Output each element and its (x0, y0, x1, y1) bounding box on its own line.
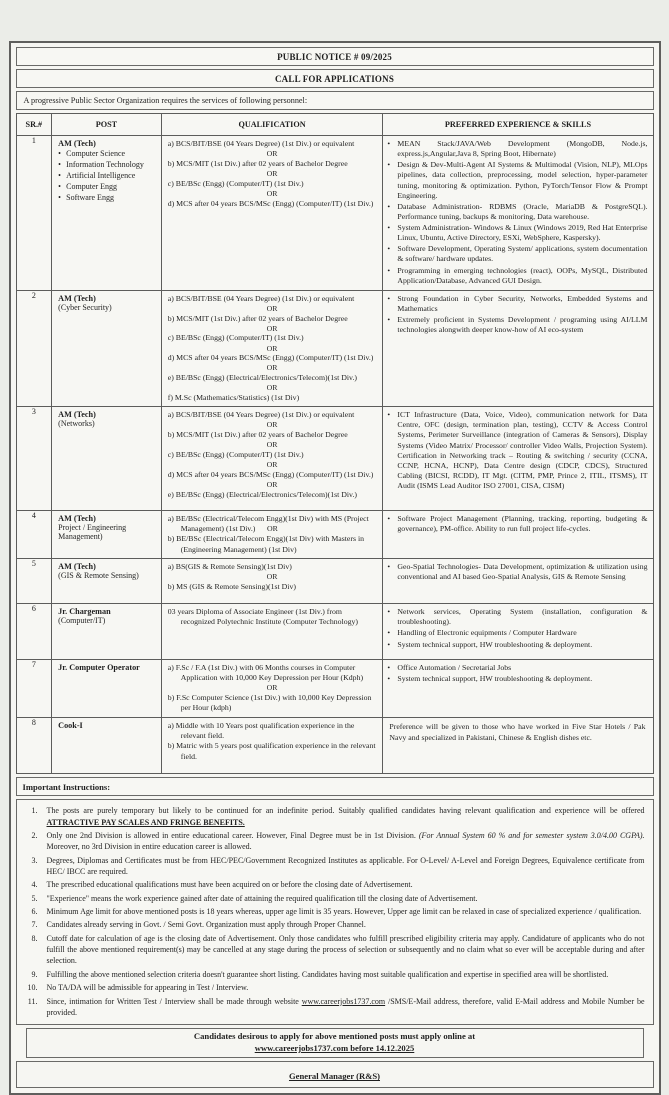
skill-bullet-item (387, 139, 647, 159)
instruction-number: 1. (31, 806, 38, 816)
text-segment: Only one 2nd Division is allowed in entire educational career. However, Final Degree must be in 1st Division. (46, 830, 419, 840)
notice-document (9, 41, 661, 1095)
skill-bullet-text: Design & Dev-Multi-Agent AI Systems & Multimodal (Vision, NLP), MLOps pipelines, data collection, preprocessing, model selection, hyper-parameter tuning, monitoring & optimization. Python, PyTorch/Tensor Flow & Prompt Engineering. (397, 160, 648, 200)
or-separator: OR (266, 683, 278, 693)
post-bullet-text: Computer Science (66, 149, 126, 158)
qualification-line: c) BE/BSc (Engg) (Computer/IT) (1st Div.) (167, 449, 304, 459)
instruction-item (21, 879, 645, 890)
bullet-icon: • (387, 628, 391, 638)
instruction-number: 2. (31, 830, 38, 840)
skill-bullet-text: MEAN Stack/JAVA/Web Development (MongoDB, Node.js, express.js,Angular,Java 8, Spring Boot, Hibernate) (397, 139, 648, 159)
table-row (16, 604, 653, 660)
or-separator: OR (266, 479, 278, 489)
qualification-line: a) F.Sc / F.A (1st Div.) with 06 Months courses in Computer Application with 10,000 Key Depression per Hour (Kdph) (167, 663, 364, 683)
instruction-text (47, 969, 645, 980)
instruction-number: 4. (31, 880, 38, 890)
skill-bullet-text: Software Project Management (Planning, tracking, reporting, budgeting & governance), PM-office. Ability to run full project life-cycles. (397, 514, 648, 534)
inline-url: www.careerjobs1737.com (301, 996, 386, 1006)
signature-text: General Manager (R&S) (288, 1071, 380, 1082)
table-row (16, 511, 653, 559)
instruction-text (47, 855, 645, 878)
skill-bullet-item (387, 640, 647, 650)
text-segment: Since, intimation for Written Test / Interview shall be made through website (46, 996, 302, 1006)
bullet-icon: • (387, 265, 391, 275)
apply-url-line: www.careerjobs1737.com before 14.12.2025 (254, 1042, 415, 1053)
post-bullet-item (58, 171, 158, 181)
skills-cell (383, 290, 653, 406)
bullet-icon: • (387, 674, 391, 684)
qualification-line: d) MCS after 04 years BCS/MSc (Engg) (Computer/IT) (1st Div.) (167, 469, 374, 479)
skill-bullet-text: ICT Infrastructure (Data, Voice, Video), communication network for Data Centre, OFC (design, termination plan, testing), CCTV & Access Control Systems, Perimeter Surveillance (integration of Cameras & Sensors), Display Systems (Video Matrix/ Processor/ controller Video Walls, Projection System). Certification in Networking track – Routing & switching / security (CCNA, CCNP, HCNA, HCNP), Data Centre design (CDCP, CDCS), Structured Cabling (BICSI, RCDD), IT Mgt. (CITM, PMP, Prince 2, ITIL, ITSMS), IT Audit (ISMS Lead Auditor ISO 27001, CISA, CISM) (397, 410, 648, 491)
post-subtitle: (GIS & Remote Sensing) (58, 571, 139, 581)
or-separator: OR (266, 460, 278, 470)
or-separator: OR (266, 420, 278, 430)
text-segment: Minimum Age limit for above mentioned posts is 18 years whereas, upper age limit is 35 years. However, Upper age limit can be relaxed in case of specialized experience / qualification. (46, 907, 642, 917)
column-header: PREFERRED EXPERIENCE & SKILLS (383, 114, 653, 136)
jobs-table-header-row (16, 114, 653, 136)
post-cell (52, 511, 162, 559)
bullet-icon: • (387, 315, 391, 324)
jobs-table-head (16, 114, 653, 136)
skill-bullet-item (387, 244, 647, 264)
instruction-item (21, 805, 645, 828)
post-cell (52, 718, 162, 774)
post-cell (52, 660, 162, 718)
skill-bullet-text: Network services, Operating System (installation, configuration & troubleshooting). (397, 607, 648, 627)
post-cell (52, 136, 162, 291)
qualification-cell (161, 559, 383, 604)
skill-bullet-text: System Administration- Windows & Linux (Windows 2019, Red Hat Enterprise Linux, Ubuntu, Active Directory, ESXi, WebSphere, Kaspersky). (397, 223, 648, 243)
jobs-table-body (16, 136, 653, 774)
skill-bullet-item (387, 160, 647, 201)
post-title: Cook-I (58, 721, 83, 731)
post-bullet-item (58, 160, 158, 170)
qualification-line: a) BS(GIS & Remote Sensing)(1st Div) (167, 562, 292, 572)
qualification-line: 03 years Diploma of Associate Engineer (1st Div.) from recognized Polytechnic Institute (Computer Technology) (167, 607, 359, 627)
qualification-cell (161, 290, 383, 406)
table-row (16, 718, 653, 774)
bullet-icon: • (387, 514, 391, 524)
skills-cell (383, 511, 653, 559)
post-title: AM (Tech) (58, 139, 96, 148)
post-subtitle: (Networks) (58, 419, 95, 429)
post-title: AM (Tech) (58, 410, 96, 420)
post-subtitle: (Computer/IT) (58, 616, 106, 626)
instruction-item (21, 906, 645, 917)
skill-bullet-text: System technical support, HW troubleshooting & deployment. (397, 639, 593, 649)
jobs-table (16, 113, 654, 774)
skill-bullet-item (387, 663, 647, 673)
or-separator: OR (266, 363, 278, 373)
qualification-cell (161, 511, 383, 559)
post-bullet-item (58, 193, 158, 203)
qualification-line: a) BCS/BIT/BSE (04 Years Degree) (1st Div.) or equivalent (167, 410, 355, 420)
qualification-line: b) BE/BSc (Electrical/Telecom Engg)(1st Div) with Masters in (Engineering Management) (1st Div) (167, 534, 365, 554)
instruction-number: 5. (31, 893, 38, 903)
instruction-item (21, 855, 645, 878)
instruction-item (21, 893, 645, 904)
post-bullet-text: Information Technology (66, 160, 144, 169)
sr-number: 5 (16, 559, 52, 604)
qualification-line: b) MS (GIS & Remote Sensing)(1st Div) (167, 582, 296, 592)
instruction-text (47, 906, 645, 917)
bullet-icon: • (387, 139, 391, 148)
post-title: AM (Tech) (58, 514, 96, 524)
instruction-number: 6. (31, 907, 38, 917)
instruction-number: 11. (27, 996, 38, 1006)
or-separator: OR (266, 188, 278, 198)
post-title: Jr. Computer Operator (58, 663, 140, 673)
skill-bullet-item (387, 294, 647, 314)
text-segment: Fulfilling the above mentioned selection criteria doesn't guarantee short listing. Candidates having most suitable qualification and expertise in specified area will be shortlisted. (46, 969, 609, 979)
sr-number: 1 (16, 136, 52, 291)
skill-bullet-item (387, 628, 647, 638)
or-separator: OR (266, 572, 278, 582)
text-segment: "Experience" means the work experience gained after date of attaining the required qualification till the closing date of Advertisement. (46, 893, 478, 903)
table-row (16, 136, 653, 291)
qualification-line: a) BE/BSc (Electrical/Telecom Engg)(1st Div) with MS (Project Management) (1st Div.) OR (167, 514, 369, 534)
sr-number: 6 (16, 604, 52, 660)
qualification-line: b) MCS/MIT (1st Div.) after 02 years of Bachelor Degree (167, 313, 348, 323)
skill-bullet-text: Geo-Spatial Technologies- Data Development, optimization & utilization using conventional and AI based Geo-Spatial Analysis, GIS & Remote Sensing (397, 562, 648, 582)
column-header: POST (52, 114, 162, 136)
bullet-icon: • (58, 193, 61, 202)
table-row (16, 290, 653, 406)
skill-bullet-item (387, 223, 647, 243)
qualification-cell (161, 660, 383, 718)
post-subtitle: (Cyber Security) (58, 302, 112, 312)
or-separator: OR (266, 303, 278, 313)
qualification-cell (161, 718, 383, 774)
instructions-title: Important Instructions: (16, 777, 654, 796)
public-notice-title: PUBLIC NOTICE # 09/2025 (16, 47, 654, 66)
skill-bullet-item (387, 202, 647, 222)
skills-cell (383, 136, 653, 291)
text-segment: /SMS/E-Mail address, therefore, valid E-Mail address and Mobile Number be provided. (46, 996, 645, 1017)
skill-bullet-item (387, 674, 647, 684)
bullet-icon: • (387, 293, 391, 303)
bullet-icon: • (387, 663, 391, 673)
qualification-line: a) BCS/BIT/BSE (04 Years Degree) (1st Div.) or equivalent (167, 293, 355, 303)
skill-bullet-text: System technical support, HW troubleshooting & deployment. (397, 674, 593, 684)
table-row (16, 660, 653, 718)
or-separator: OR (266, 440, 278, 450)
or-separator: OR (266, 323, 278, 333)
post-bullet-text: Computer Engg (66, 182, 118, 191)
bullet-icon: • (387, 562, 391, 572)
instruction-text (47, 996, 645, 1019)
skills-cell (383, 718, 653, 774)
bullet-icon: • (387, 410, 391, 420)
qualification-line: e) BE/BSc (Engg) (Electrical/Electronics/Telecom)(1st Div.) (167, 373, 357, 383)
bullet-icon: • (387, 160, 391, 170)
skill-bullet-item (387, 315, 647, 335)
qualification-line: c) BE/BSc (Engg) (Computer/IT) (1st Div.) (167, 333, 304, 343)
post-cell (52, 290, 162, 406)
apply-line-1: Candidates desirous to apply for above mentioned posts must apply online at (193, 1031, 476, 1042)
instruction-item (21, 969, 645, 980)
skill-bullet-text: Database Administration- RDBMS (Oracle, MariaDB & PostgreSQL). Performance tuning, backups & monitoring, Data warehouse. (397, 201, 648, 221)
or-separator: OR (266, 168, 278, 178)
or-separator: OR (266, 149, 278, 159)
post-subtitle: Project / Engineering Management) (58, 523, 127, 542)
post-cell (52, 559, 162, 604)
post-title: AM (Tech) (58, 562, 96, 572)
post-bullet-text: Artificial Intelligence (66, 171, 136, 180)
instruction-number: 8. (31, 933, 38, 943)
skill-bullet-text: Software Development, Operating System/ applications, system documentation & software/ hardware updates. (397, 244, 648, 264)
sr-number: 3 (16, 407, 52, 511)
call-for-applications-title: CALL FOR APPLICATIONS (16, 69, 654, 88)
post-title: AM (Tech) (58, 293, 96, 303)
instruction-item (21, 996, 645, 1019)
instructions-list (16, 799, 654, 1025)
skills-cell (383, 660, 653, 718)
bullet-icon: • (58, 182, 61, 191)
skills-cell (383, 559, 653, 604)
qualification-line: a) Middle with 10 Years post qualification experience in the relevant field. (167, 721, 355, 741)
column-header: QUALIFICATION (161, 114, 383, 136)
qualification-line: f) M.Sc (Mathematics/Statistics) (1st Div) (167, 393, 300, 403)
instruction-item (21, 933, 645, 967)
instruction-number: 10. (27, 983, 38, 993)
or-separator: OR (266, 343, 278, 353)
instruction-item (21, 982, 645, 993)
post-bullet-item (58, 149, 158, 159)
instruction-number: 9. (31, 969, 38, 979)
sr-number: 8 (16, 718, 52, 774)
skill-bullet-text: Extremely proficient in Systems Development / programing using AI/LLM technologies alongwith deeper know-how of AI eco-system (397, 315, 648, 335)
qualification-line: c) BE/BSc (Engg) (Computer/IT) (1st Div.) (167, 178, 304, 188)
instruction-text (47, 893, 645, 904)
text-segment: (For Annual System 60 % and for semester system 3.0/4.00 CGPA). (418, 830, 645, 840)
intro-text: A progressive Public Sector Organization requires the services of following personnel: (16, 91, 654, 110)
instruction-item (21, 830, 645, 853)
qualification-line: b) MCS/MIT (1st Div.) after 02 years of Bachelor Degree (167, 158, 348, 168)
post-cell (52, 604, 162, 660)
bullet-icon: • (58, 160, 61, 169)
post-title: Jr. Chargeman (58, 607, 111, 617)
or-separator: OR (266, 383, 278, 393)
text-segment: ATTRACTIVE PAY SCALES AND FRINGE BENEFITS. (46, 817, 245, 827)
table-row (16, 559, 653, 604)
text-segment: Degrees, Diplomas and Certificates must be from HEC/PEC/Government Recognized Institutes as applicable. For O-Level/ A-Level and Foreign Degrees, Equivalence certificate from HEC/ IBCC are required. (46, 855, 645, 876)
qualification-line: a) BCS/BIT/BSE (04 Years Degree) (1st Div.) or equivalent (167, 139, 355, 148)
sr-number: 7 (16, 660, 52, 718)
instruction-text (47, 933, 645, 967)
skill-bullet-text: Office Automation / Secretarial Jobs (397, 663, 512, 673)
instruction-number: 3. (31, 855, 38, 865)
post-cell (52, 407, 162, 511)
skills-note: Preference will be given to those who have worked in Five Star Hotels / Pak Navy and specialized in Pakistani, Chinese & English dishes etc. (389, 722, 646, 742)
skill-bullet-item (387, 514, 647, 534)
bullet-icon: • (387, 607, 391, 617)
bullet-icon: • (58, 149, 61, 158)
qualification-cell (161, 407, 383, 511)
apply-online-box (26, 1028, 644, 1058)
qualification-cell (161, 604, 383, 660)
instruction-text (47, 879, 645, 890)
text-segment: No TA/DA will be admissible for appearing in Test / Interview. (46, 983, 249, 993)
instruction-number: 7. (31, 920, 38, 930)
qualification-line: b) MCS/MIT (1st Div.) after 02 years of Bachelor Degree (167, 430, 348, 440)
bullet-icon: • (387, 244, 391, 254)
instruction-text (47, 805, 645, 828)
qualification-line: d) MCS after 04 years BCS/MSc (Engg) (Computer/IT) (1st Div.) (167, 198, 374, 208)
text-segment: Candidates already serving in Govt. / Semi Govt. Organization must apply through Proper Channel. (46, 920, 366, 930)
skill-bullet-item (387, 562, 647, 582)
qualification-line: d) MCS after 04 years BCS/MSc (Engg) (Computer/IT) (1st Div.) (167, 353, 374, 363)
text-segment: The posts are purely temporary but likely to be continued for an indefinite period. Suitably qualified candidates having relevant qualification and experience will be offered (46, 806, 645, 816)
skill-bullet-item (387, 266, 647, 286)
bullet-icon: • (387, 201, 391, 211)
instruction-text (47, 919, 645, 930)
text-segment: The prescribed educational qualifications must have been acquired on or before the closing date of Advertisement. (46, 880, 413, 890)
sr-number: 4 (16, 511, 52, 559)
text-segment: Moreover, no 3rd Division in entire education career is allowed. (46, 842, 252, 852)
instruction-text (47, 982, 645, 993)
post-bullet-item (58, 182, 158, 192)
sr-number: 2 (16, 290, 52, 406)
bullet-icon: • (387, 223, 391, 232)
instruction-item (21, 919, 645, 930)
qualification-line: b) F.Sc Computer Science (1st Div.) with 10,000 Key Depression per Hour (kdph) (167, 693, 372, 713)
skill-bullet-text: Strong Foundation in Cyber Security, Networks, Embedded Systems and Mathematics (397, 293, 648, 313)
skill-bullet-text: Handling of Electronic equipments / Computer Hardware (397, 628, 577, 638)
skill-bullet-item (387, 607, 647, 627)
qualification-cell (161, 136, 383, 291)
qualification-line: e) BE/BSc (Engg) (Electrical/Electronics/Telecom)(1st Div.) (167, 489, 357, 499)
qualification-line: b) Matric with 5 years post qualification experience in the relevant field. (167, 741, 376, 761)
skills-cell (383, 407, 653, 511)
bullet-icon: • (58, 171, 61, 180)
post-bullet-text: Software Engg (66, 193, 114, 202)
instruction-text (47, 830, 645, 853)
column-header: SR.# (16, 114, 52, 136)
skill-bullet-text: Programming in emerging technologies (react), OOPs, MySQL, Distributed Application/Database, Advanced GUI Design. (397, 265, 648, 285)
table-row (16, 407, 653, 511)
skills-cell (383, 604, 653, 660)
text-segment: Cutoff date for calculation of age is the closing date of Advertisement. Only those candidates who fulfill prescribed eligibility criteria may apply. Candidature of applicants who do not fulfill the above mentioned requirement(s) may be cancelled at any stage during the process of selection or subsequently and no claim what so ever will be acceptable during and after selection. (46, 933, 645, 966)
skill-bullet-item (387, 410, 647, 491)
bullet-icon: • (387, 639, 391, 649)
signature-strip (16, 1061, 654, 1088)
